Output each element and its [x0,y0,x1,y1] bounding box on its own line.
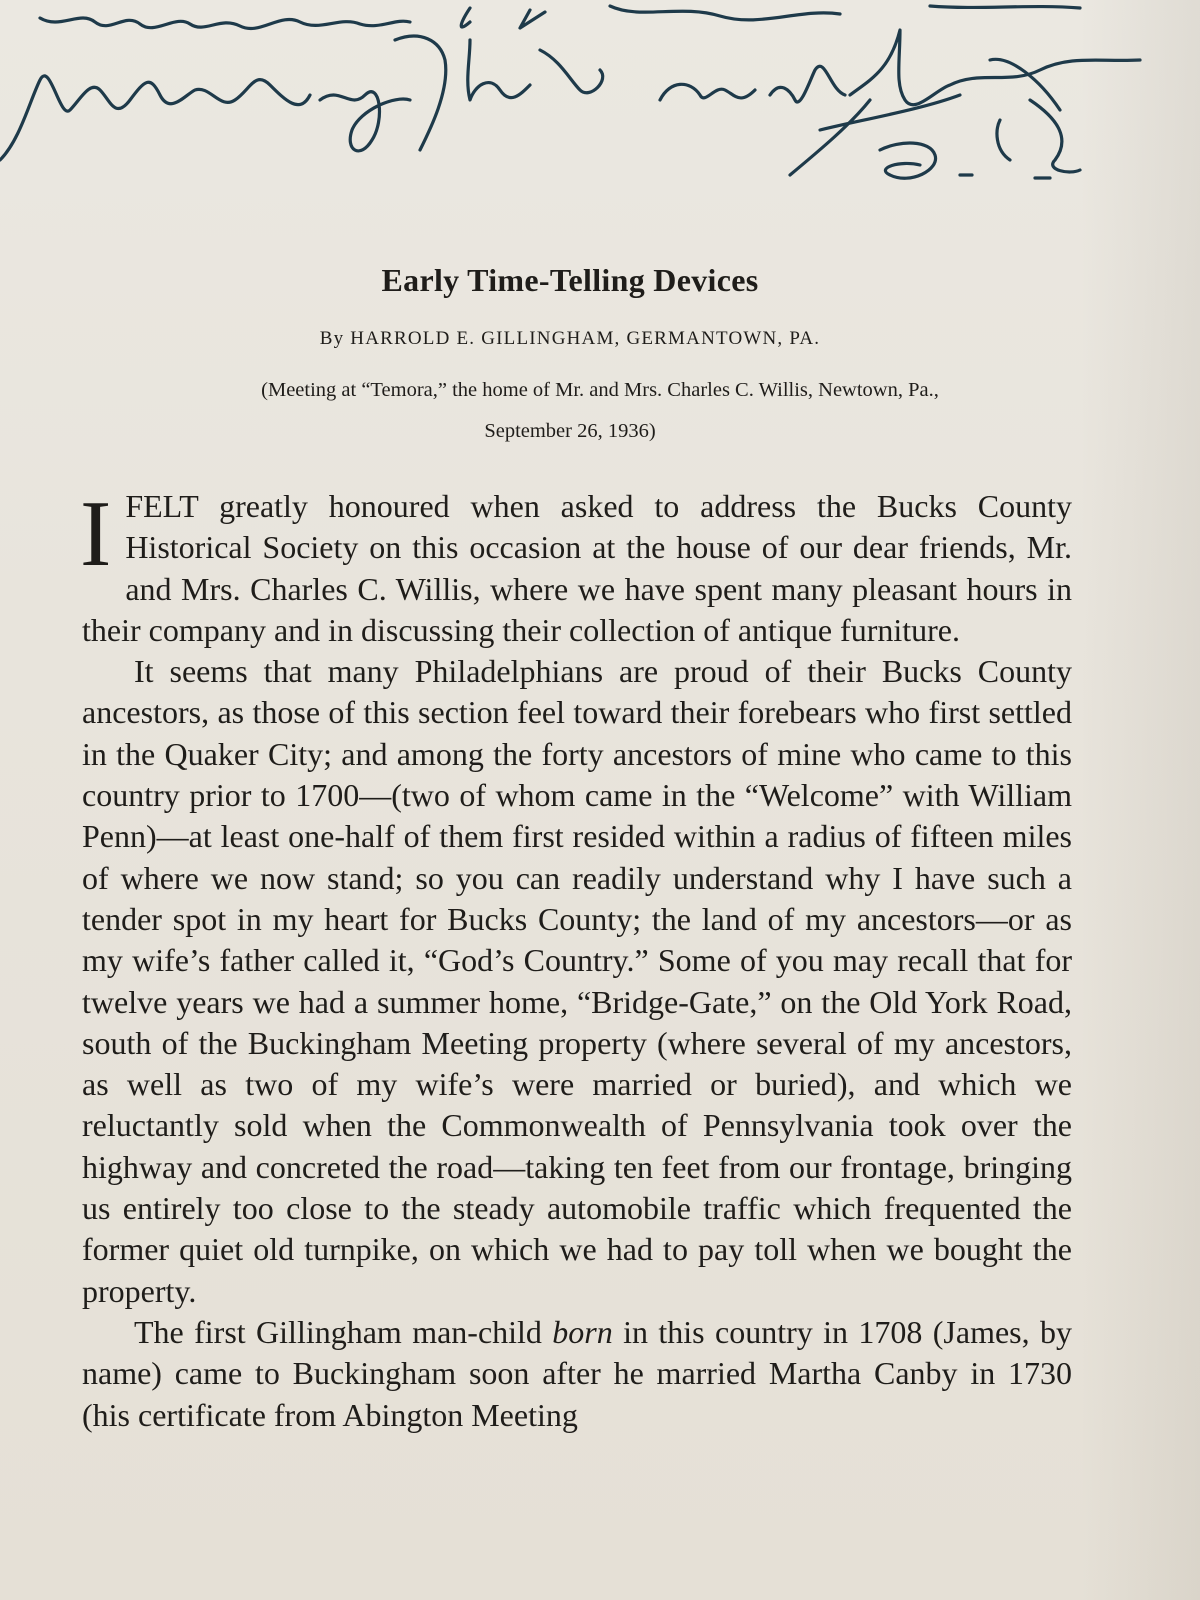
paragraph-1 [80,482,1072,651]
meeting-date: September 26, 1936) [484,420,656,442]
paragraph-3-text-a: The first Gillingham man-child [134,1313,553,1350]
meeting-note: (Meeting at “Temora,” the home of Mr. and Mrs. Charles C. Willis, Newtown, Pa., [261,379,939,401]
paragraph-1-text: FELT greatly honoured when asked to address the Bucks County Historical Society on this occasion at the house of our dear friends, Mr. and Mrs. Charles C. Willis, where we have spent many pleasant hours in their company and in discussing their collection of antique furniture. [82,488,1072,648]
handwritten-inscription [0,0,1200,200]
byline-prefix: By [319,328,345,349]
article-title: Early Time-Telling Devices [381,262,759,298]
paragraph-3-text-b: in this country in 1708 (James, by name) came to Buckingham soon after he married Martha Canby in 1730 (his certificate from Abington Meeting [82,1313,1072,1433]
drop-cap: I [80,482,112,586]
page-shadow [1080,0,1200,1600]
article-body [80,482,1072,1436]
paragraph-3-emphasis: born [552,1313,613,1350]
paragraph-3 [82,1312,1072,1436]
article-byline [0,328,1140,350]
byline-author: HARROLD E. GILLINGHAM, GERMANTOWN, PA. [350,328,821,349]
paragraph-2: It seems that many Philadelphians are proud of their Bucks County ancestors, as those of this section feel toward their forebears who first settled in the Quaker City; and among the forty ancestors of mine who came to this country prior to 1700—(two of whom came in the “Welcome” with William Penn)—at least one-half of them first resided within a radius of fifteen miles of where we now stand; so you can readily understand why I have such a tender spot in my heart for Bucks County; the land of my ancestors—or as my wife’s father called it, “God’s Country.” Some of you may recall that for twelve years we had a summer home, “Bridge-Gate,” on the Old York Road, south of the Buckingham Meeting property (where several of my ancestors, as well as two of my wife’s were married or buried), and which we reluctantly sold when the Commonwealth of Pennsylvania took over the highway and concreted the road—taking ten feet from our frontage, bringing us entirely too close to the steady automobile traffic which frequented the former quiet old turnpike, on which we had to pay toll when we bought the property. [82,653,1072,1309]
